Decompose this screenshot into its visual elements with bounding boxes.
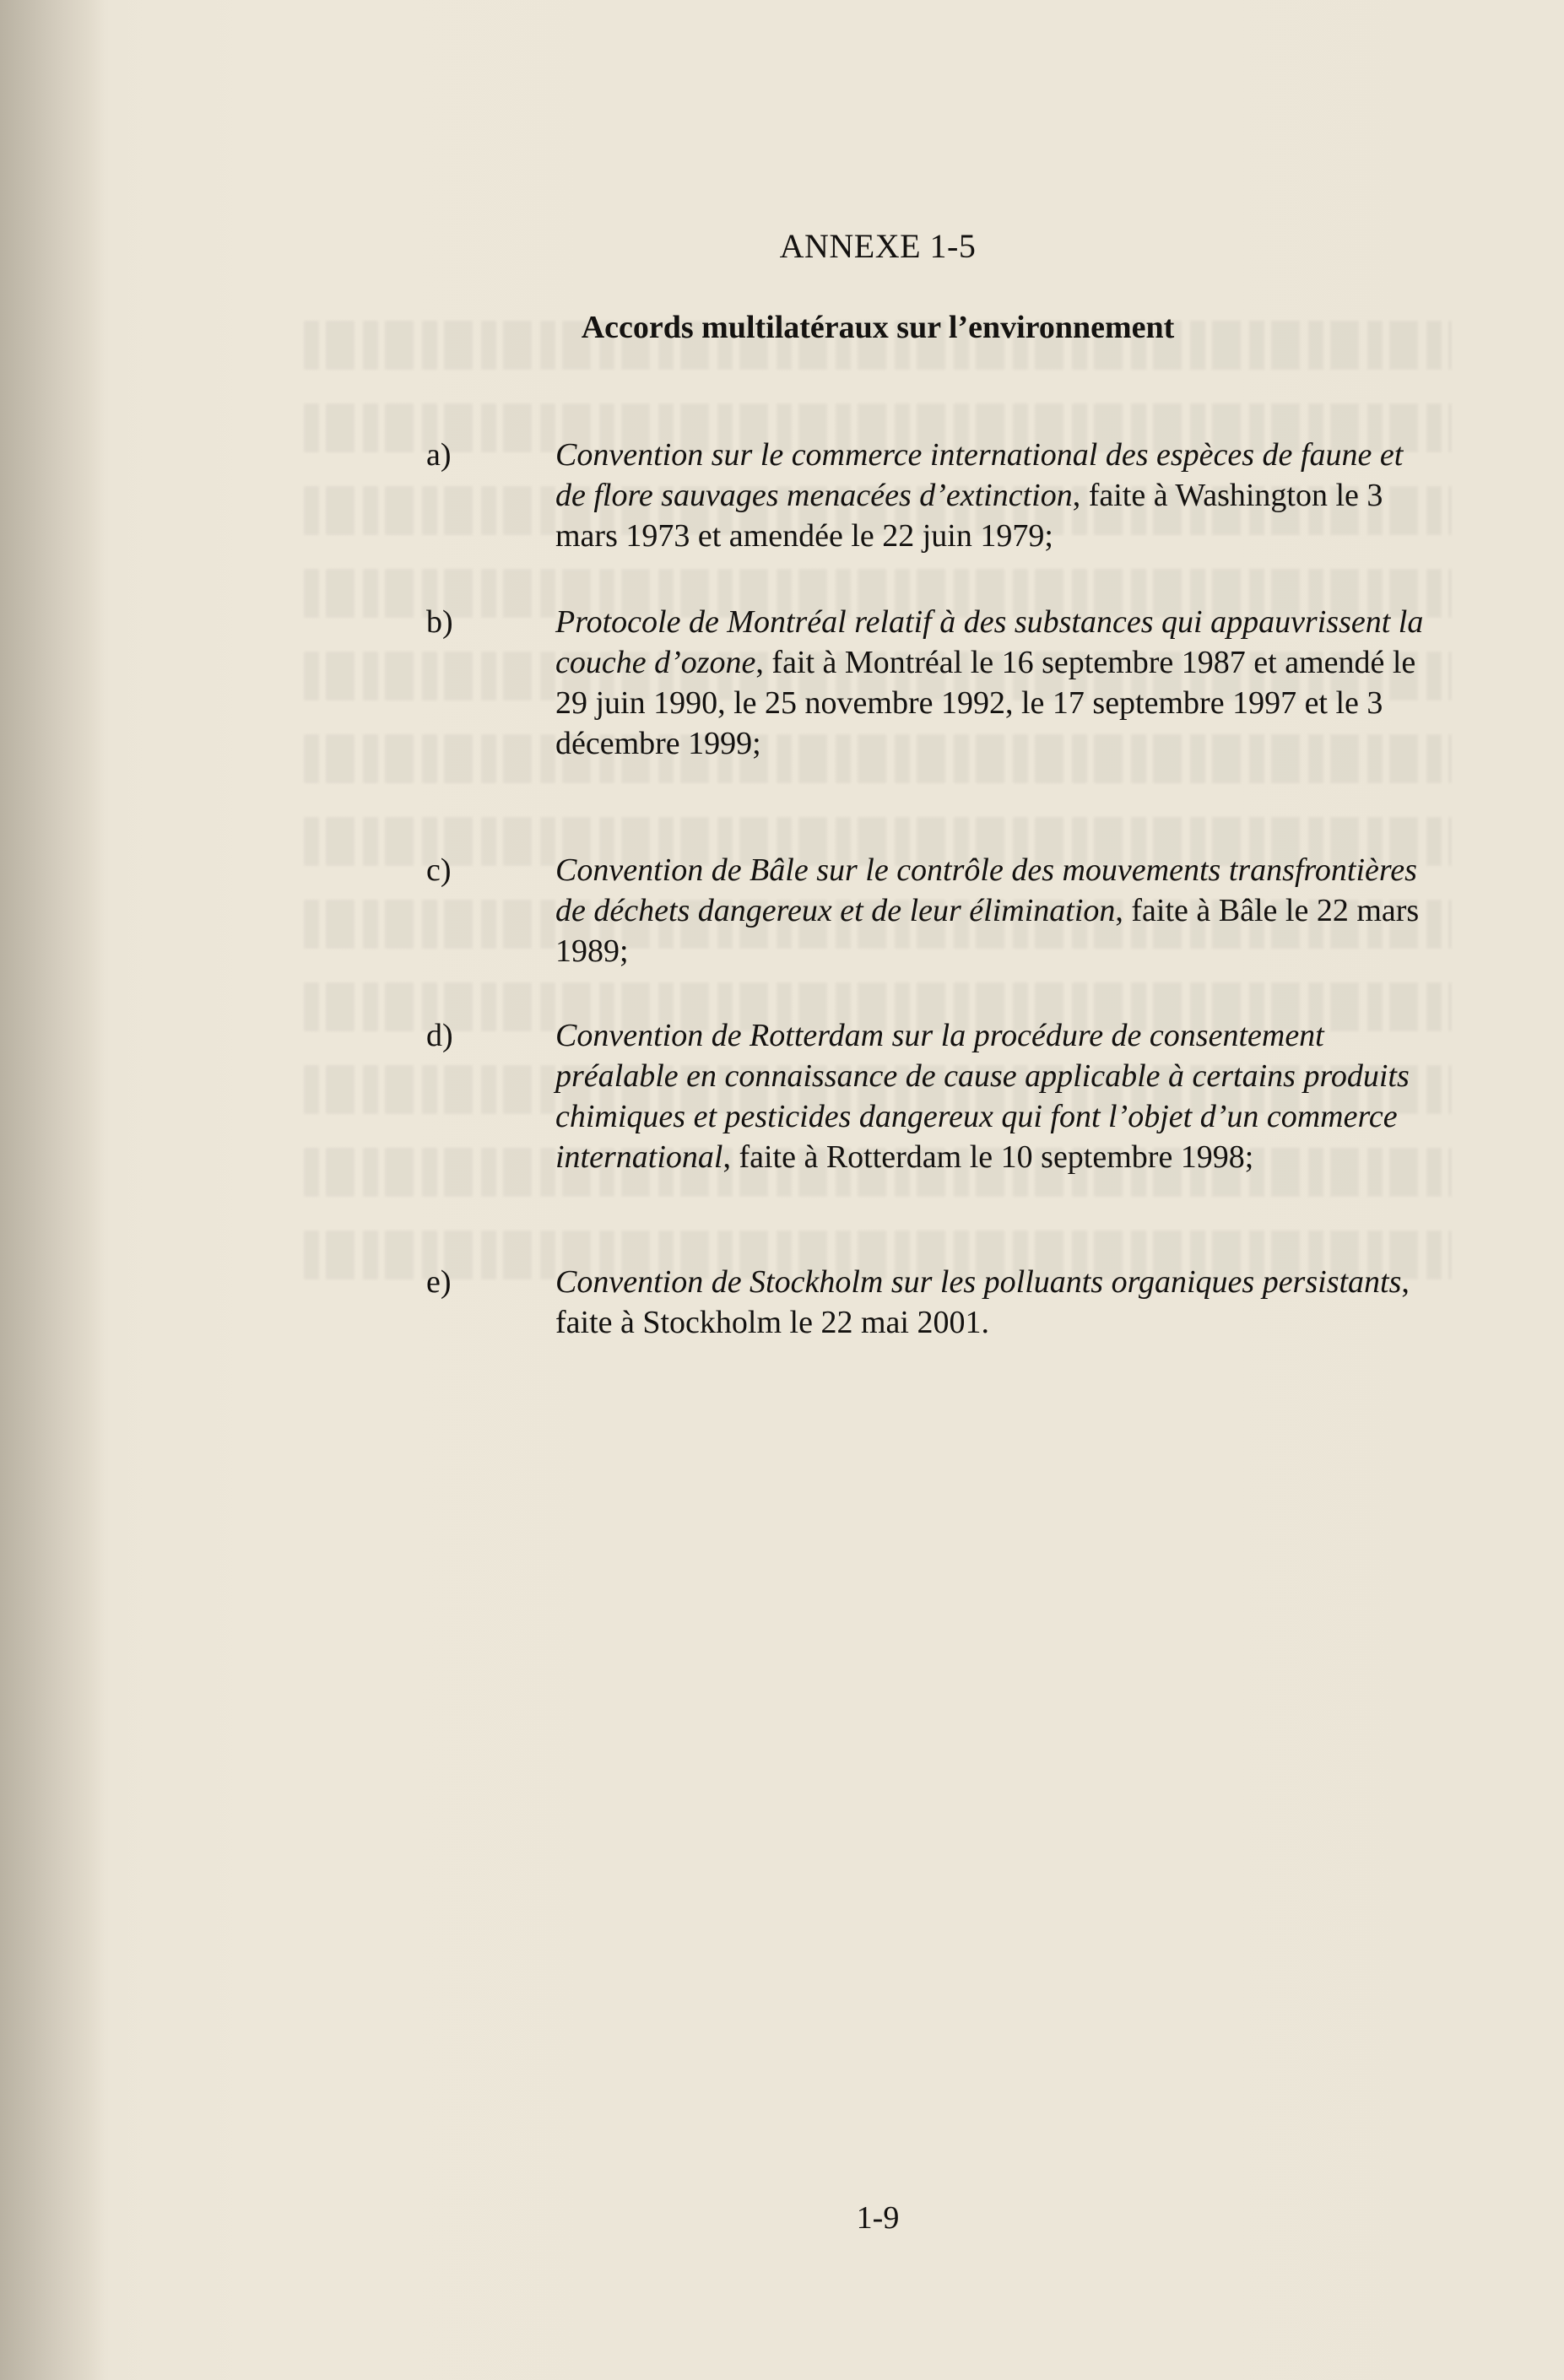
list-item-letter: a) <box>426 437 452 473</box>
convention-details: , fait à Montréal le 16 septembre 1987 et amendé le 29 juin 1990, le 25 novembre 1992, le 17 septembre 1997 et le 3 décembre 1999; <box>555 645 1416 761</box>
convention-title: Convention de Stockholm sur les polluants organiques persistants <box>555 1264 1402 1300</box>
list-item-text <box>555 602 1433 764</box>
list-item-text <box>555 1015 1433 1177</box>
list-item-text <box>555 435 1433 556</box>
convention-details: , faite à Stockholm le 22 mai 2001. <box>555 1264 1410 1340</box>
annex-subtitle: Accords multilatéraux sur l’environnement <box>581 310 1175 345</box>
page-number: 1-9 <box>856 2200 900 2236</box>
convention-title: Convention de Bâle sur le contrôle des mouvements transfrontières de déchets dangereux et de leur élimination <box>555 852 1417 928</box>
convention-title: Protocole de Montréal relatif à des substances qui appauvrissent la couche d’ozone <box>555 604 1424 680</box>
convention-details: , faite à Bâle le 22 mars 1989; <box>555 893 1420 969</box>
convention-title: Convention sur le commerce international des espèces de faune et de flore sauvages menacées d’extinction <box>555 437 1404 513</box>
list-item-letter: d) <box>426 1018 453 1053</box>
convention-title: Convention de Rotterdam sur la procédure de consentement préalable en connaissance de cause applicable à certains produits chimiques et pesticides dangereux qui font l’objet d’un commerce international <box>555 1018 1410 1175</box>
list-item-text <box>555 1262 1433 1343</box>
list-item-letter: b) <box>426 604 453 640</box>
convention-details: , faite à Washington le 3 mars 1973 et amendée le 22 juin 1979; <box>555 478 1383 554</box>
list-item-letter: e) <box>426 1264 452 1300</box>
list-item-text <box>555 850 1433 971</box>
annex-title: ANNEXE 1-5 <box>779 227 977 265</box>
binding-shadow <box>0 0 110 2380</box>
convention-details: , faite à Rotterdam le 10 septembre 1998; <box>722 1139 1254 1175</box>
list-item-letter: c) <box>426 852 452 888</box>
